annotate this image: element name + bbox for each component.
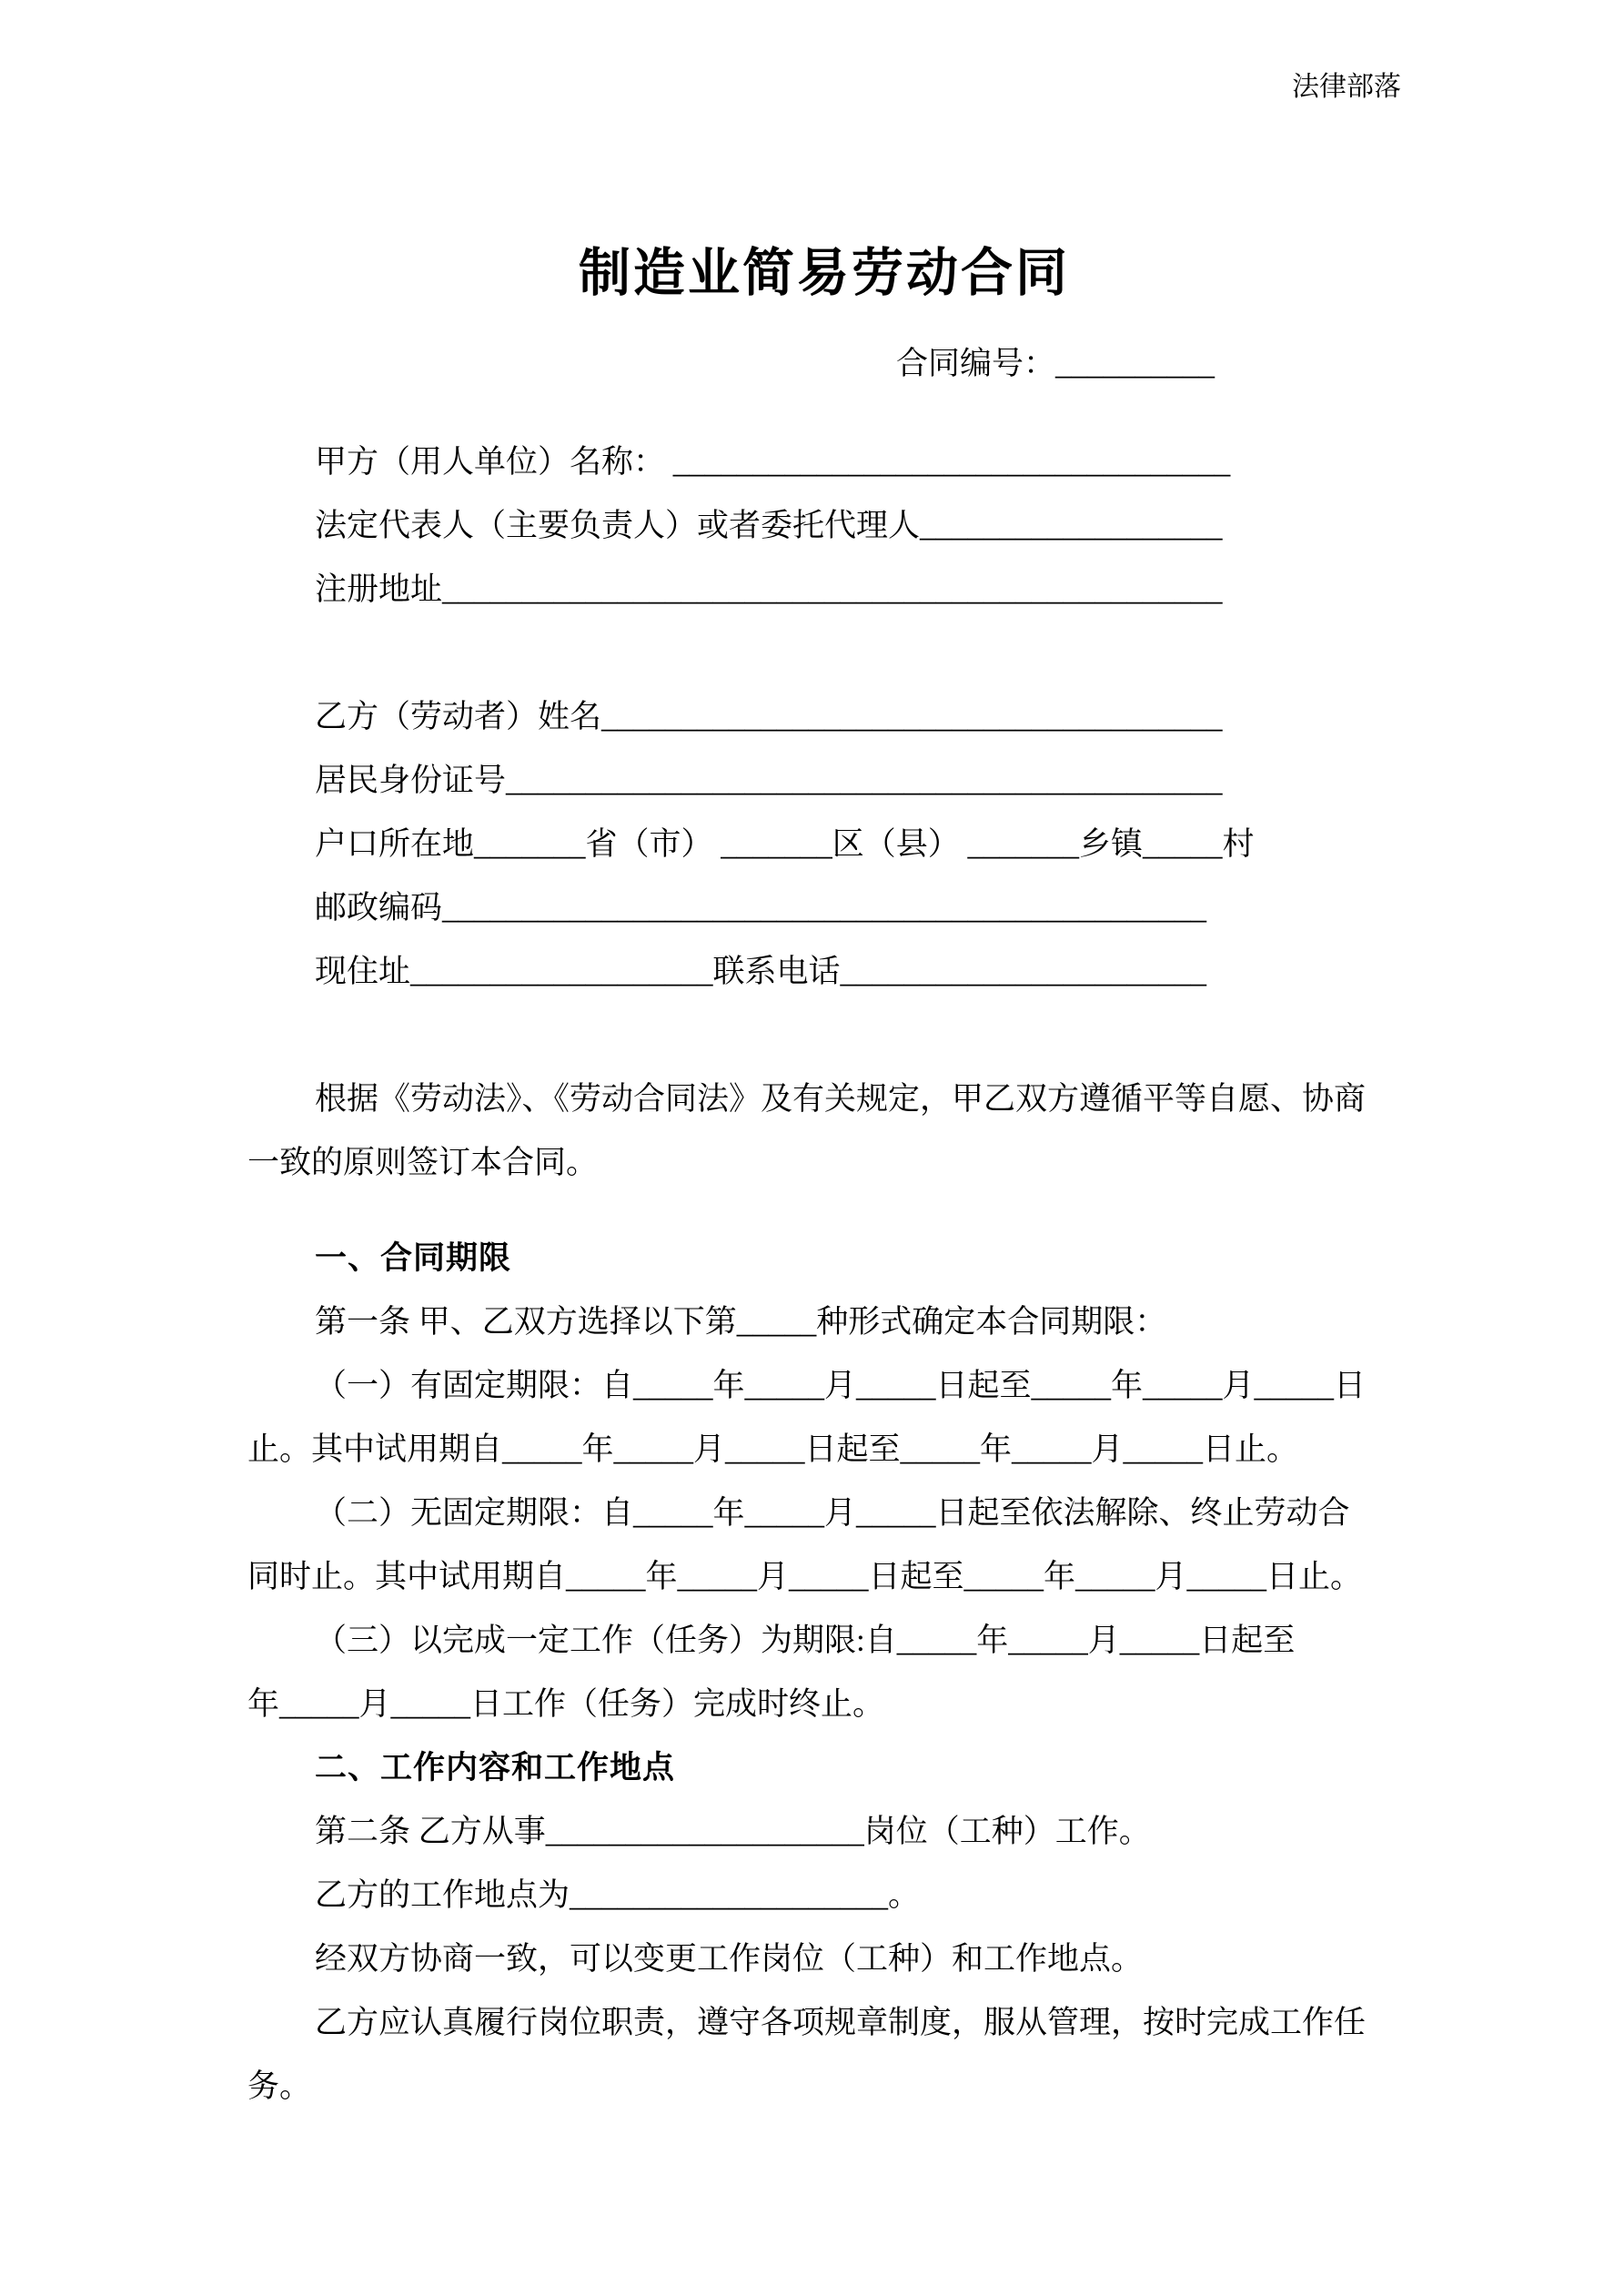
section-work-content [247, 1736, 1401, 2119]
preamble-paragraph [247, 1067, 1401, 1195]
duty-line-1: 乙方应认真履行岗位职责，遵守各项规章制度，服从管理，按时完成工作任 [315, 2005, 1367, 2040]
contract-number-line: 合同编号：__________ [895, 346, 1215, 381]
task-term-line-1: （三）以完成一定工作（任务）为期限:自_____年_____月_____日起至 [315, 1623, 1296, 1658]
party-a-legal-rep-line: 法定代表人（主要负责人）或者委托代理人___________________ [315, 508, 1223, 543]
party-b-name-line: 乙方（劳动者）姓名_______________________________________ [315, 699, 1223, 734]
section-contract-term [247, 1227, 1401, 1736]
clause-2-position-line: 第二条 乙方从事____________________岗位（工种）工作。 [315, 1814, 1151, 1849]
preamble-line-2: 一致的原则签订本合同。 [247, 1145, 599, 1180]
section-1-heading: 一、合同期限 [315, 1240, 512, 1276]
open-term-line-1: （二）无固定期限：自_____年_____月_____日起至依法解除、终止劳动合 [315, 1495, 1350, 1531]
page-title: 制造业简易劳动合同 [579, 245, 1070, 302]
party-a-registered-address-line: 注册地址_________________________________________________ [315, 571, 1223, 607]
party-a-name-line: 甲方（用人单位）名称： ___________________________________ [315, 444, 1231, 480]
change-agreement-line: 经双方协商一致，可以变更工作岗位（工种）和工作地点。 [315, 1941, 1144, 1977]
party-b-block [247, 685, 1401, 1004]
preamble-line-1: 根据《劳动法》、《劳动合同法》及有关规定，甲乙双方遵循平等自愿、协商 [315, 1081, 1367, 1117]
party-b-residence-phone-line: 现住址___________________联系电话_______________________ [315, 954, 1207, 989]
fixed-term-line-2: 止。其中试用期自_____年_____月_____日起至_____年_____月_____日止。 [247, 1431, 1299, 1467]
duty-line-2: 务。 [247, 2068, 312, 2104]
party-a-block [247, 430, 1401, 622]
brand-header: 法律部落 [1292, 72, 1401, 102]
party-b-hukou-line: 户口所在地_______省（市） _______区（县） _______乡镇_____村 [315, 826, 1255, 862]
party-b-id-number-line: 居民身份证号_____________________________________________ [315, 763, 1223, 798]
workplace-line: 乙方的工作地点为____________________。 [315, 1877, 921, 1913]
task-term-line-2: 年_____月_____日工作（任务）完成时终止。 [247, 1686, 885, 1722]
open-term-line-2: 同时止。其中试用期自_____年_____月_____日起至_____年_____月_____日止。 [247, 1559, 1363, 1594]
fixed-term-line-1: （一）有固定期限：自_____年_____月_____日起至_____年_____月_____日 [315, 1368, 1367, 1403]
party-b-postcode-line: 邮政编码________________________________________________ [315, 890, 1207, 925]
section-2-heading: 二、工作内容和工作地点 [315, 1750, 676, 1785]
clause-1-line: 第一条 甲、乙双方选择以下第_____种形式确定本合同期限： [315, 1304, 1167, 1340]
